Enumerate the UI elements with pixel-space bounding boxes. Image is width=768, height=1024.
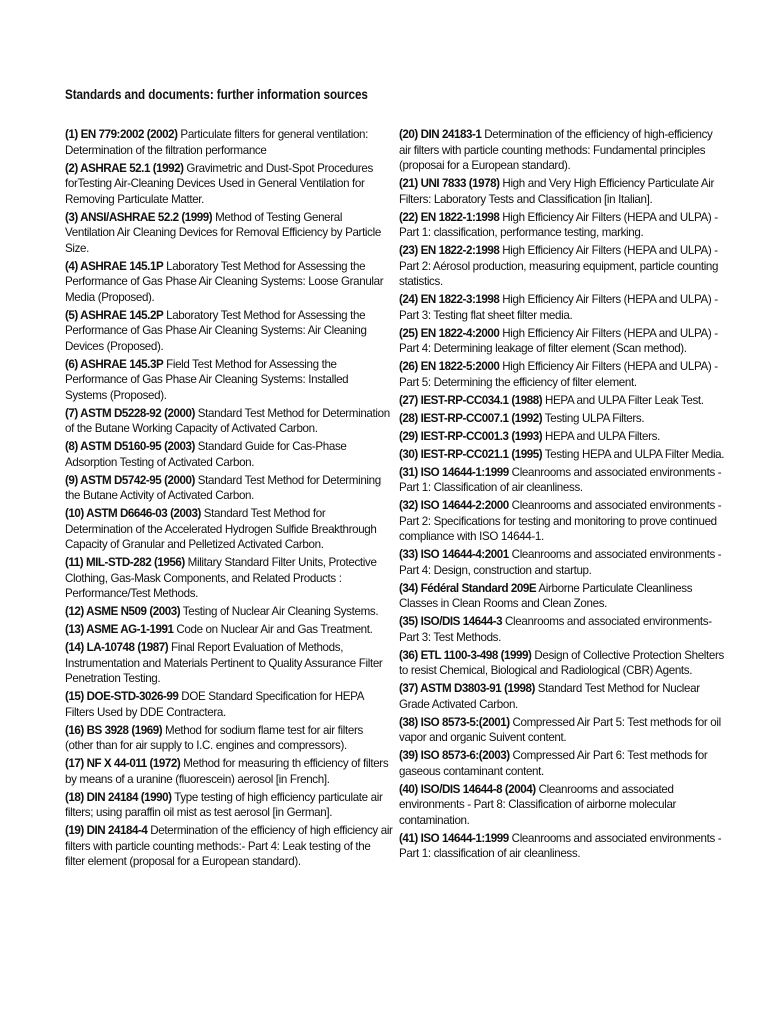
reference-entry bbox=[399, 715, 725, 746]
reference-code: (12) ASME N509 (2003) bbox=[65, 605, 181, 618]
reference-description: Standard Test Method for Nuclear Grade Activated Carbon. bbox=[399, 682, 700, 711]
reference-description: Cleanrooms and associated environments - Part 4: Design, construction and startup. bbox=[399, 548, 722, 577]
reference-entry bbox=[399, 359, 725, 390]
reference-entry bbox=[65, 823, 393, 870]
reference-entry bbox=[399, 176, 725, 207]
reference-entry bbox=[65, 689, 393, 720]
reference-description: Determination of the efficiency of high efficiency air filters with particle counting methods:- Part 4: Leak testing of the filter element (proposal for a European standard). bbox=[65, 824, 393, 868]
reference-description: HEPA and ULPA Filter Leak Test. bbox=[542, 393, 704, 407]
reference-entry bbox=[399, 447, 725, 463]
reference-entry bbox=[65, 210, 393, 257]
reference-entry bbox=[65, 406, 393, 437]
reference-description: High Efficiency Air Filters (HEPA and ULPA) - Part 5: Determining the efficiency of filter element. bbox=[399, 360, 718, 389]
reference-description: Design of Collective Protection Shelters to resist Chemical, Biological and Radiological (CBR) Agents. bbox=[399, 648, 724, 677]
reference-code: (9) ASTM D5742-95 (2000) bbox=[65, 473, 195, 487]
reference-code: (30) IEST-RP-CC021.1 (1995) bbox=[399, 447, 543, 461]
reference-entry bbox=[65, 308, 393, 355]
reference-code: (10) ASTM D6646-03 (2003) bbox=[65, 507, 201, 520]
reference-entry bbox=[399, 393, 725, 409]
reference-description: Method for sodium flame test for air filters (other than for air supply to I.C. engines and compressors). bbox=[65, 723, 363, 752]
reference-code: (31) ISO 14644-1:1999 bbox=[399, 465, 509, 479]
reference-description: Code on Nuclear Air and Gas Treatment. bbox=[173, 623, 373, 636]
reference-entry bbox=[399, 547, 725, 578]
reference-list-right bbox=[399, 127, 725, 862]
reference-entry bbox=[399, 648, 725, 679]
reference-entry bbox=[399, 326, 725, 357]
reference-code: (28) IEST-RP-CC007.1 (1992) bbox=[399, 411, 543, 425]
reference-entry bbox=[399, 681, 725, 712]
reference-entry bbox=[65, 756, 393, 787]
reference-description: Type testing of high efficiency particulate air filters; using paraffin oil mist as test aerosol [in German]. bbox=[65, 790, 383, 819]
reference-entry bbox=[65, 357, 393, 404]
reference-description: Testing of Nuclear Air Cleaning Systems. bbox=[180, 605, 379, 618]
reference-code: (21) UNI 7833 (1978) bbox=[399, 177, 500, 190]
reference-code: (38) ISO 8573-5:(2001) bbox=[399, 715, 510, 729]
reference-entry bbox=[399, 782, 725, 829]
reference-description: Standard Test Method for Determination of the Butane Working Capacity of Activated Carbon. bbox=[65, 406, 390, 435]
reference-code: (37) ASTM D3803-91 (1998) bbox=[399, 682, 535, 695]
reference-code: (17) NF X 44-011 (1972) bbox=[65, 757, 181, 770]
reference-entry bbox=[65, 555, 393, 602]
reference-code: (22) EN 1822-1:1998 bbox=[399, 210, 500, 224]
reference-description: Field Test Method for Assessing the Performance of Gas Phase Air Cleaning Systems: Installed Systems (Proposed). bbox=[65, 357, 349, 402]
reference-description: Compressed Air Part 5: Test methods for oil vapor and organic Suivent content. bbox=[399, 715, 721, 744]
reference-entry bbox=[399, 429, 725, 445]
reference-code: (14) LA-10748 (1987) bbox=[65, 641, 169, 654]
reference-description: High and Very High Efficiency Particulate Air Filters: Laboratory Tests and Classification [in Italian]. bbox=[399, 177, 714, 206]
reference-entry bbox=[399, 243, 725, 290]
reference-description: HEPA and ULPA Filters. bbox=[542, 429, 660, 443]
reference-description: Determination of the efficiency of high-efficiency air filters with particle counting methods: Fundamental principles (proposai for a European standard). bbox=[399, 128, 713, 172]
reference-entry bbox=[399, 748, 725, 779]
reference-entry bbox=[399, 127, 725, 174]
reference-code: (8) ASTM D5160-95 (2003) bbox=[65, 440, 195, 453]
reference-code: (27) IEST-RP-CC034.1 (1988) bbox=[399, 393, 543, 407]
reference-entry bbox=[65, 640, 393, 687]
reference-code: (26) EN 1822-5:2000 bbox=[399, 360, 500, 373]
reference-entry bbox=[65, 790, 393, 821]
reference-code: (41) ISO 14644-1:1999 bbox=[399, 831, 509, 845]
reference-code: (24) EN 1822-3:1998 bbox=[399, 293, 500, 306]
reference-description: High Efficiency Air Filters (HEPA and ULPA) - Part 2: Aérosol production, measuring equipment, particle counting statistics. bbox=[399, 244, 719, 288]
reference-code: (34) Fédéral Standard 209E bbox=[399, 581, 537, 595]
reference-description: Testing HEPA and ULPA Filter Media. bbox=[542, 447, 725, 461]
reference-code: (1) EN 779:2002 (2002) bbox=[65, 128, 178, 141]
reference-description: Standard Guide for Cas-Phase Adsorption Testing of Activated Carbon. bbox=[65, 440, 347, 469]
reference-description: High Efficiency Air Filters (HEPA and ULPA) - Part 3: Testing flat sheet filter media. bbox=[399, 293, 718, 322]
reference-entry bbox=[65, 439, 393, 470]
reference-entry bbox=[65, 723, 393, 754]
reference-description: Cleanrooms and associated environments- Part 3: Test Methods. bbox=[399, 615, 712, 644]
reference-code: (2) ASHRAE 52.1 (1992) bbox=[65, 161, 184, 175]
reference-code: (29) IEST-RP-CC001.3 (1993) bbox=[399, 429, 543, 443]
reference-code: (7) ASTM D5228-92 (2000) bbox=[65, 406, 195, 420]
reference-description: Cleanrooms and associated environments - Part 1: Classification of air cleanliness. bbox=[399, 465, 722, 494]
reference-code: (40) ISO/DIS 14644-8 (2004) bbox=[399, 782, 536, 796]
reference-description: High Efficiency Air Filters (HEPA and ULPA) - Part 1: classification, performance testing, marking. bbox=[399, 210, 718, 239]
reference-code: (5) ASHRAE 145.2P bbox=[65, 308, 164, 322]
reference-description: Compressed Air Part 6: Test methods for gaseous contaminant content. bbox=[399, 749, 708, 778]
reference-code: (20) DIN 24183-1 bbox=[399, 128, 482, 141]
reference-entry bbox=[399, 614, 725, 645]
reference-description: Method for measuring th efficiency of filters by means of a uranine (fluorescein) aerosol [in French]. bbox=[65, 757, 389, 786]
reference-code: (6) ASHRAE 145.3P bbox=[65, 357, 164, 371]
reference-entry bbox=[65, 259, 393, 306]
reference-entry bbox=[65, 161, 393, 208]
reference-description: Laboratory Test Method for Assessing the Performance of Gas Phase Air Cleaning Systems: Air Cleaning Devices (Proposed). bbox=[65, 308, 367, 353]
reference-description: Laboratory Test Method for Assessing the Performance of Gas Phase Air Cleaning Systems: Loose Granular Media (Proposed). bbox=[65, 259, 384, 304]
reference-code: (35) ISO/DIS 14644-3 bbox=[399, 615, 503, 628]
reference-description: Testing ULPA Filters. bbox=[542, 411, 645, 425]
reference-code: (3) ANSI/ASHRAE 52.2 (1999) bbox=[65, 210, 213, 224]
reference-code: (4) ASHRAE 145.1P bbox=[65, 259, 164, 273]
reference-code: (19) DIN 24184-4 bbox=[65, 824, 148, 837]
reference-code: (36) ETL 1100-3-498 (1999) bbox=[399, 648, 532, 662]
reference-list-left bbox=[65, 127, 393, 870]
reference-code: (16) BS 3928 (1969) bbox=[65, 723, 163, 737]
reference-entry bbox=[65, 604, 393, 620]
reference-entry bbox=[399, 411, 725, 427]
reference-code: (11) MIL-STD-282 (1956) bbox=[65, 556, 185, 569]
reference-description: Airborne Particulate Cleanliness Classes in Clean Rooms and Clean Zones. bbox=[399, 581, 693, 610]
reference-entry bbox=[65, 127, 393, 158]
reference-description: Cleanrooms and associated environments - Part 2: Specifications for testing and monitoring to prove continued compliance with ISO 14644-1. bbox=[399, 499, 722, 543]
reference-code: (23) EN 1822-2:1998 bbox=[399, 244, 500, 257]
reference-entry bbox=[399, 831, 725, 862]
reference-code: (13) ASME AG-1-1991 bbox=[65, 623, 174, 636]
reference-description: High Efficiency Air Filters (HEPA and ULPA) - Part 4: Determining leakage of filter element (Scan method). bbox=[399, 326, 718, 355]
reference-description: DOE Standard Specification for HEPA Filters Used by DDE Contractera. bbox=[65, 690, 364, 719]
left-column bbox=[65, 127, 393, 872]
reference-entry bbox=[399, 581, 725, 612]
reference-description: Standard Test Method for Determination of the Accelerated Hydrogen Sulfide Breakthrough Capacity of Granular and Pelletized Activated Carbon. bbox=[65, 507, 377, 551]
reference-code: (33) ISO 14644-4:2001 bbox=[399, 548, 509, 561]
reference-description: Cleanrooms and associated environments - Part 8: Classification of airborne molecular contamination. bbox=[399, 782, 677, 827]
reference-entry bbox=[399, 498, 725, 545]
reference-code: (15) DOE-STD-3026-99 bbox=[65, 690, 179, 703]
reference-code: (39) ISO 8573-6:(2003) bbox=[399, 749, 510, 762]
reference-description: Final Report Evaluation of Methods, Instrumentation and Materials Pertinent to Quality Assurance Filter Penetration Testing. bbox=[65, 641, 383, 685]
reference-code: (32) ISO 14644-2:2000 bbox=[399, 499, 509, 512]
reference-entry bbox=[399, 292, 725, 323]
page-title: Standards and documents: further information sources bbox=[65, 87, 368, 102]
reference-description: Particulate filters for general ventilation: Determination of the filtration performance bbox=[65, 128, 369, 157]
reference-entry bbox=[65, 622, 393, 638]
reference-description: Standard Test Method for Determining the Butane Activity of Activated Carbon. bbox=[65, 473, 381, 502]
reference-entry bbox=[399, 210, 725, 241]
reference-description: Cleanrooms and associated environments - Part 1: classification of air cleanliness. bbox=[399, 831, 722, 860]
reference-code: (25) EN 1822-4:2000 bbox=[399, 326, 500, 340]
reference-description: Method of Testing General Ventilation Air Cleaning Devices for Removal Efficiency by Particle Size. bbox=[65, 210, 381, 255]
reference-description: Gravimetric and Dust-Spot Procedures forTesting Air-Cleaning Devices Used in General Ventilation for Removing Particulate Matter. bbox=[65, 161, 373, 206]
reference-description: Military Standard Filter Units, Protective Clothing, Gas-Mask Components, and Related Products : Performance/Test Methods. bbox=[65, 556, 377, 600]
reference-entry bbox=[65, 473, 393, 504]
reference-entry bbox=[65, 506, 393, 553]
reference-entry bbox=[399, 465, 725, 496]
right-column bbox=[399, 127, 725, 864]
reference-code: (18) DIN 24184 (1990) bbox=[65, 790, 172, 804]
